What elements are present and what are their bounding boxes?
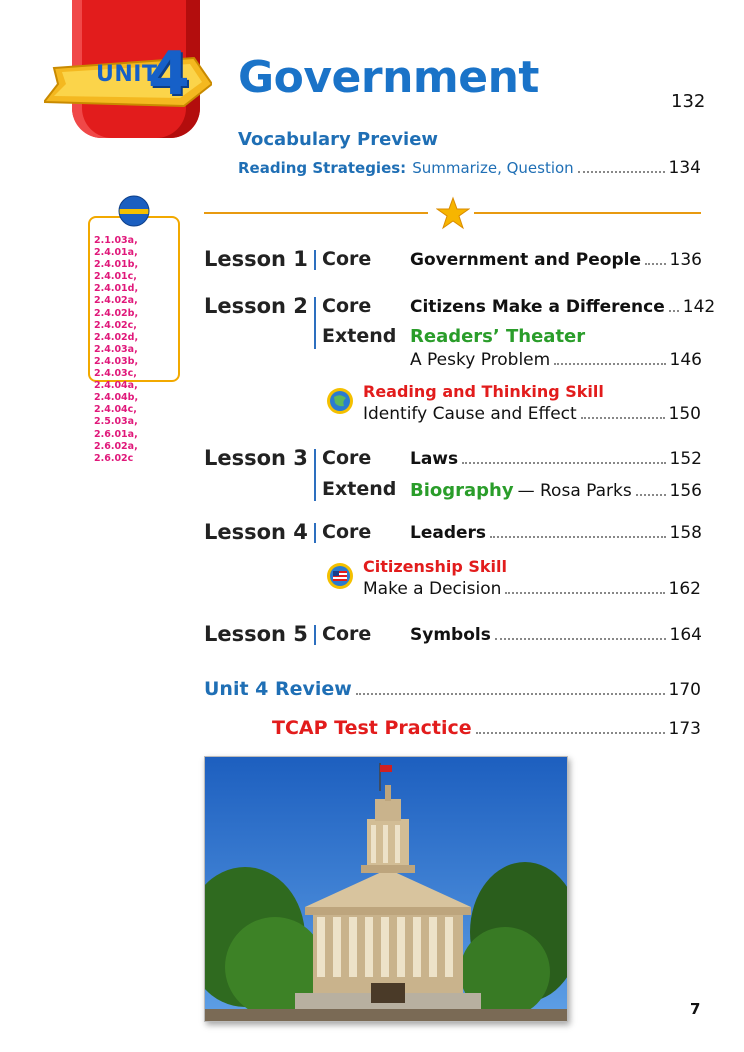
- unit-number: 4: [148, 39, 190, 109]
- lesson-4-skill-text: Make a Decision: [363, 579, 502, 599]
- lesson-2-extend: Extend: [322, 325, 397, 347]
- vocabulary-preview: Vocabulary Preview: [238, 129, 439, 150]
- leader-dots: [490, 536, 666, 538]
- star-icon: [436, 196, 470, 230]
- tcap-page: 173: [668, 719, 701, 739]
- leader-dots: [669, 310, 679, 312]
- lesson-4-skill-row[interactable]: [363, 579, 701, 599]
- divider-left: [204, 212, 428, 214]
- lesson-2-skill-text: Identify Cause and Effect: [363, 404, 577, 424]
- lesson-2-topic-row[interactable]: [410, 297, 716, 317]
- capitol-illustration: [205, 757, 567, 1021]
- lesson-1-topic-row[interactable]: [410, 250, 702, 270]
- skill-globe-icon: [326, 387, 354, 415]
- lesson-3-extend: Extend: [322, 478, 397, 500]
- lesson-1-topic: Government and People: [410, 250, 641, 270]
- lesson-3-extend-page: 156: [669, 481, 702, 501]
- tcap-row[interactable]: [272, 717, 701, 739]
- unit-review-label: Unit 4 Review: [204, 678, 352, 700]
- lesson-3-core: Core: [322, 447, 372, 469]
- lesson-4-bar: [314, 523, 316, 543]
- lesson-3-bar: [314, 449, 316, 501]
- lesson-4-topic-row[interactable]: [410, 523, 702, 543]
- citizenship-flag-icon: [326, 562, 354, 590]
- lesson-2-topic: Citizens Make a Difference: [410, 297, 665, 317]
- lesson-5-core: Core: [322, 623, 372, 645]
- lesson-2-extend-row[interactable]: [410, 350, 702, 370]
- lesson-3-extend-sub: — Rosa Parks: [517, 481, 632, 501]
- lesson-5-bar: [314, 625, 316, 645]
- lesson-1-label: Lesson 1: [204, 247, 308, 271]
- lesson-5-topic: Symbols: [410, 625, 491, 645]
- leader-dots: [505, 592, 664, 594]
- page-title: Government: [238, 52, 539, 103]
- lesson-4-topic: Leaders: [410, 523, 487, 543]
- lesson-2-core: Core: [322, 295, 372, 317]
- reading-strategies-row: [238, 158, 701, 178]
- unit-review-row[interactable]: [204, 678, 701, 700]
- strategies-label: Reading Strategies:: [238, 159, 407, 177]
- lesson-3-extend-row[interactable]: [410, 480, 702, 501]
- lesson-5-label: Lesson 5: [204, 622, 308, 646]
- lesson-2-skill-page: 150: [668, 404, 701, 424]
- title-page-number: 132: [671, 91, 706, 112]
- capitol-photo: [204, 756, 568, 1022]
- strategies-text: Summarize, Question: [412, 159, 574, 177]
- lesson-4-core: Core: [322, 521, 372, 543]
- lesson-2-skill-title: Reading and Thinking Skill: [363, 382, 604, 401]
- leader-dots: [495, 638, 666, 640]
- lesson-3-extend-label: Biography: [410, 480, 514, 501]
- leader-dots: [476, 732, 665, 734]
- lesson-3-page: 152: [669, 449, 702, 469]
- standards-icon: [118, 195, 150, 227]
- leader-dots: [356, 693, 665, 695]
- lesson-4-page: 158: [669, 523, 702, 543]
- lesson-1-bar: [314, 250, 316, 270]
- standards-list: 2.1.03a, 2.4.01a, 2.4.01b, 2.4.01c, 2.4.01d, 2.4.02a, 2.4.02b, 2.4.02c, 2.4.02d, 2.4.03a, 2.4.03b, 2.4.03c, 2.4.04a, 2.4.04b, 2.4.04c, 2.5.03a, 2.6.01a, 2.6.02a, 2.6.02c: [94, 235, 139, 464]
- leader-dots: [462, 462, 665, 464]
- leader-dots: [636, 494, 666, 496]
- lesson-5-topic-row[interactable]: [410, 625, 702, 645]
- lesson-2-extend-page: 146: [669, 350, 702, 370]
- lesson-1-page: 136: [669, 250, 702, 270]
- lesson-3-topic-row[interactable]: [410, 449, 702, 469]
- lesson-3-label: Lesson 3: [204, 446, 308, 470]
- lesson-2-extend-label: Readers’ Theater: [410, 326, 586, 347]
- divider-right: [474, 212, 701, 214]
- unit-label: UNIT: [96, 62, 158, 87]
- lesson-1-core: Core: [322, 248, 372, 270]
- tcap-label: TCAP Test Practice: [272, 717, 472, 739]
- leader-dots: [554, 363, 665, 365]
- lesson-4-skill-page: 162: [668, 579, 701, 599]
- lesson-3-topic: Laws: [410, 449, 459, 469]
- leader-dots: [645, 263, 666, 265]
- lesson-2-skill-row[interactable]: [363, 404, 701, 424]
- leader-dots: [578, 171, 665, 173]
- lesson-2-label: Lesson 2: [204, 294, 308, 318]
- leader-dots: [581, 417, 665, 419]
- lesson-4-skill-title: Citizenship Skill: [363, 557, 507, 576]
- lesson-2-bar: [314, 297, 316, 349]
- lesson-2-extend-sub: A Pesky Problem: [410, 350, 551, 370]
- strategies-page: 134: [668, 158, 701, 178]
- lesson-2-page: 142: [682, 297, 716, 317]
- lesson-5-page: 164: [669, 625, 702, 645]
- lesson-4-label: Lesson 4: [204, 520, 308, 544]
- unit-review-page: 170: [668, 680, 701, 700]
- page-number: 7: [690, 1000, 701, 1018]
